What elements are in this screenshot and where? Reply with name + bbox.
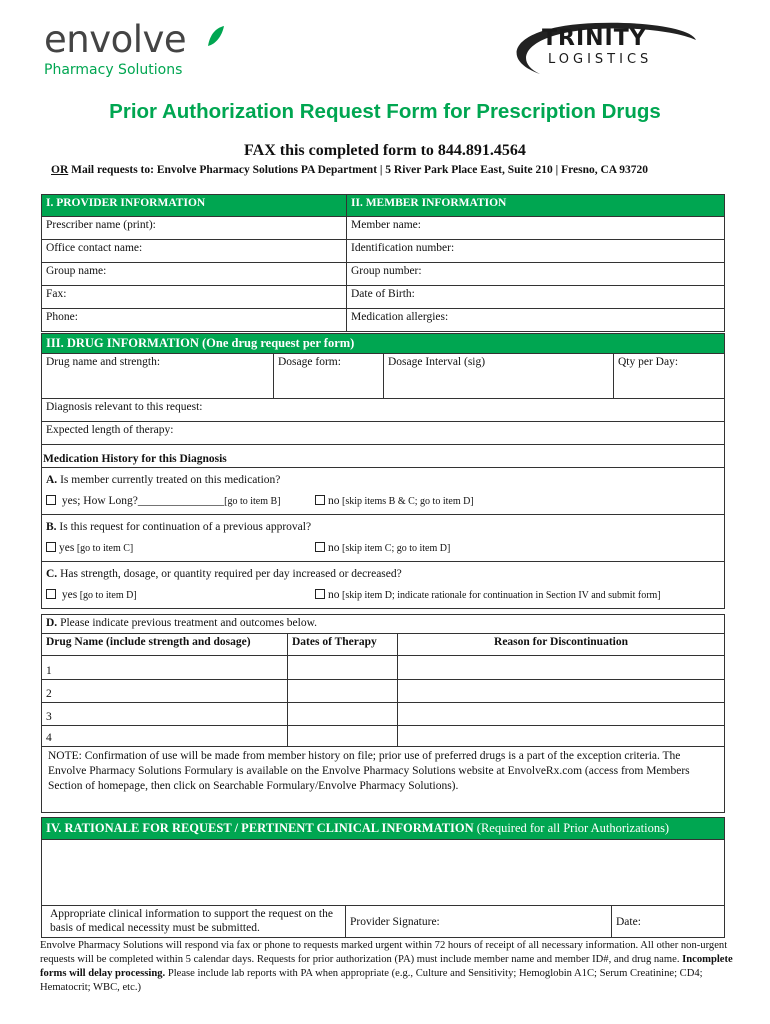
drug-name-field[interactable]: Drug name and strength: <box>42 354 274 399</box>
form-title: Prior Authorization Request Form for Prescription Drugs <box>109 100 661 123</box>
footer-bold: Incomplete forms will delay processing. <box>40 954 733 979</box>
envolve-wordmark: envolve <box>44 18 187 61</box>
prev-row-4[interactable]: 4 <box>42 726 288 747</box>
office-contact-field[interactable]: Office contact name: <box>42 240 347 263</box>
prev-reason-header: Reason for Discontinuation <box>398 634 725 656</box>
prev-drug-name-header: Drug Name (include strength and dosage) <box>42 634 288 656</box>
group-number-field[interactable]: Group number: <box>347 263 725 286</box>
qc-no-checkbox[interactable] <box>315 589 325 599</box>
provider-header: I. PROVIDER INFORMATION <box>42 195 347 217</box>
dosage-interval-field[interactable]: Dosage Interval (sig) <box>384 354 614 399</box>
mail-address: Mail requests to: Envolve Pharmacy Solutions PA Department | 5 River Park Place East, Suite 210 | Fresno, CA 93720 <box>68 164 649 176</box>
question-d <box>42 615 725 634</box>
qa-yes-checkbox[interactable] <box>46 495 56 505</box>
qb-no-note: [skip item C; go to item D] <box>339 543 451 554</box>
qc-yes-checkbox[interactable] <box>46 589 56 599</box>
prev-row-3[interactable]: 3 <box>42 703 288 726</box>
qa-no-note: [skip items B & C; go to item D] <box>339 496 474 507</box>
qa-no-checkbox[interactable] <box>315 495 325 505</box>
drug-info-table <box>41 333 725 609</box>
qc-yes-note: [go to item D] <box>77 590 137 601</box>
dosage-form-field[interactable]: Dosage form: <box>274 354 384 399</box>
prev-row-3-dates[interactable] <box>288 703 398 726</box>
drug-header: III. DRUG INFORMATION (One drug request per form) <box>42 334 725 354</box>
med-history-heading: Medication History for this Diagnosis <box>42 445 725 468</box>
question-a-text: Is member currently treated on this medication? <box>57 474 281 486</box>
rationale-header <box>42 818 725 840</box>
mail-instruction <box>51 164 648 176</box>
leaf-icon <box>204 24 226 50</box>
medication-allergies-field[interactable]: Medication allergies: <box>347 309 725 332</box>
qb-no-checkbox[interactable] <box>315 542 325 552</box>
prescriber-name-field[interactable]: Prescriber name (print): <box>42 217 347 240</box>
envolve-subtitle: Pharmacy Solutions <box>44 62 183 78</box>
previous-treatment-table <box>41 614 725 813</box>
qb-no-label: no <box>328 542 340 554</box>
prev-row-4-reason[interactable] <box>398 726 725 747</box>
qb-yes-checkbox[interactable] <box>46 542 56 552</box>
footer-text <box>40 939 734 995</box>
prev-row-1-dates[interactable] <box>288 656 398 680</box>
logistics-word: LOGISTICS <box>548 52 653 67</box>
date-field[interactable]: Date: <box>612 906 725 938</box>
question-a <box>42 468 725 515</box>
qb-yes-label: yes <box>59 542 75 554</box>
qb-yes-note: [go to item C] <box>74 543 134 554</box>
date-of-birth-field[interactable]: Date of Birth: <box>347 286 725 309</box>
rationale-note: (Required for all Prior Authorizations) <box>473 821 670 835</box>
trinity-word: TRINITY <box>542 26 647 51</box>
note-text: NOTE: Confirmation of use will be made from member history on file; prior use of preferred drugs is a part of the exception criteria. The Envolve Pharmacy Solutions Formulary is available on the Envolve Pharmacy Solutions website at EnvolveRx.com (access from Members Section of homepage, then click on Searchable Formulary/Envolve Pharmacy Solutions). <box>42 747 725 813</box>
qc-yes-label: yes <box>59 589 78 601</box>
question-c-letter: C. <box>46 568 58 580</box>
question-d-text: Please indicate previous treatment and outcomes below. <box>57 617 318 629</box>
qa-yes-note: [go to item B] <box>224 496 281 507</box>
footer-text-2: Please include lab reports with PA when appropriate (e.g., Culture and Sensitivity; Hemoglobin A1C; Serum Creatinine; CD4; Hematocrit; WBC, etc.) <box>40 968 703 993</box>
member-name-field[interactable]: Member name: <box>347 217 725 240</box>
prev-row-2-dates[interactable] <box>288 680 398 703</box>
clinical-info-note: Appropriate clinical information to support the request on the basis of medical necessity must be submitted. <box>42 906 346 938</box>
fax-instruction: FAX this completed form to 844.891.4564 <box>244 142 526 159</box>
prev-row-1-reason[interactable] <box>398 656 725 680</box>
footer-text-1: Envolve Pharmacy Solutions will respond via fax or phone to requests marked urgent within 72 hours of receipt of all necessary information. All other non-urgent requests will be completed within 5 calendar days. Requests for prior authorization (PA) must include member name and member ID#, and drug name. <box>40 940 728 965</box>
mail-or: OR <box>51 164 69 176</box>
rationale-table <box>41 817 725 938</box>
qc-no-label: no <box>328 589 340 601</box>
question-b-letter: B. <box>46 521 57 533</box>
envolve-logo <box>44 20 186 78</box>
question-b-text: Is this request for continuation of a previous approval? <box>56 521 312 533</box>
qc-no-note: [skip item D; indicate rationale for continuation in Section IV and submit form] <box>339 590 661 601</box>
question-a-letter: A. <box>46 474 58 486</box>
member-header: II. MEMBER INFORMATION <box>347 195 725 217</box>
question-c-text: Has strength, dosage, or quantity required per day increased or decreased? <box>57 568 402 580</box>
identification-number-field[interactable]: Identification number: <box>347 240 725 263</box>
question-b <box>42 515 725 562</box>
qty-per-day-field[interactable]: Qty per Day: <box>614 354 725 399</box>
phone-field[interactable]: Phone: <box>42 309 347 332</box>
prev-row-3-reason[interactable] <box>398 703 725 726</box>
prev-row-2-reason[interactable] <box>398 680 725 703</box>
qa-yes-label: yes; How Long?_______________ <box>59 495 225 507</box>
rationale-input[interactable] <box>42 840 725 906</box>
provider-member-table <box>41 194 725 332</box>
fax-field[interactable]: Fax: <box>42 286 347 309</box>
prev-row-1[interactable]: 1 <box>42 656 288 680</box>
prev-row-2[interactable]: 2 <box>42 680 288 703</box>
provider-signature-field[interactable]: Provider Signature: <box>346 906 612 938</box>
diagnosis-field[interactable]: Diagnosis relevant to this request: <box>42 399 725 422</box>
prev-row-4-dates[interactable] <box>288 726 398 747</box>
trinity-logo <box>500 20 700 78</box>
rationale-title: IV. RATIONALE FOR REQUEST / PERTINENT CLINICAL INFORMATION <box>46 821 474 835</box>
group-name-field[interactable]: Group name: <box>42 263 347 286</box>
question-c <box>42 562 725 609</box>
prev-dates-header: Dates of Therapy <box>288 634 398 656</box>
therapy-length-field[interactable]: Expected length of therapy: <box>42 422 725 445</box>
question-d-letter: D. <box>46 617 58 629</box>
qa-no-label: no <box>328 495 340 507</box>
